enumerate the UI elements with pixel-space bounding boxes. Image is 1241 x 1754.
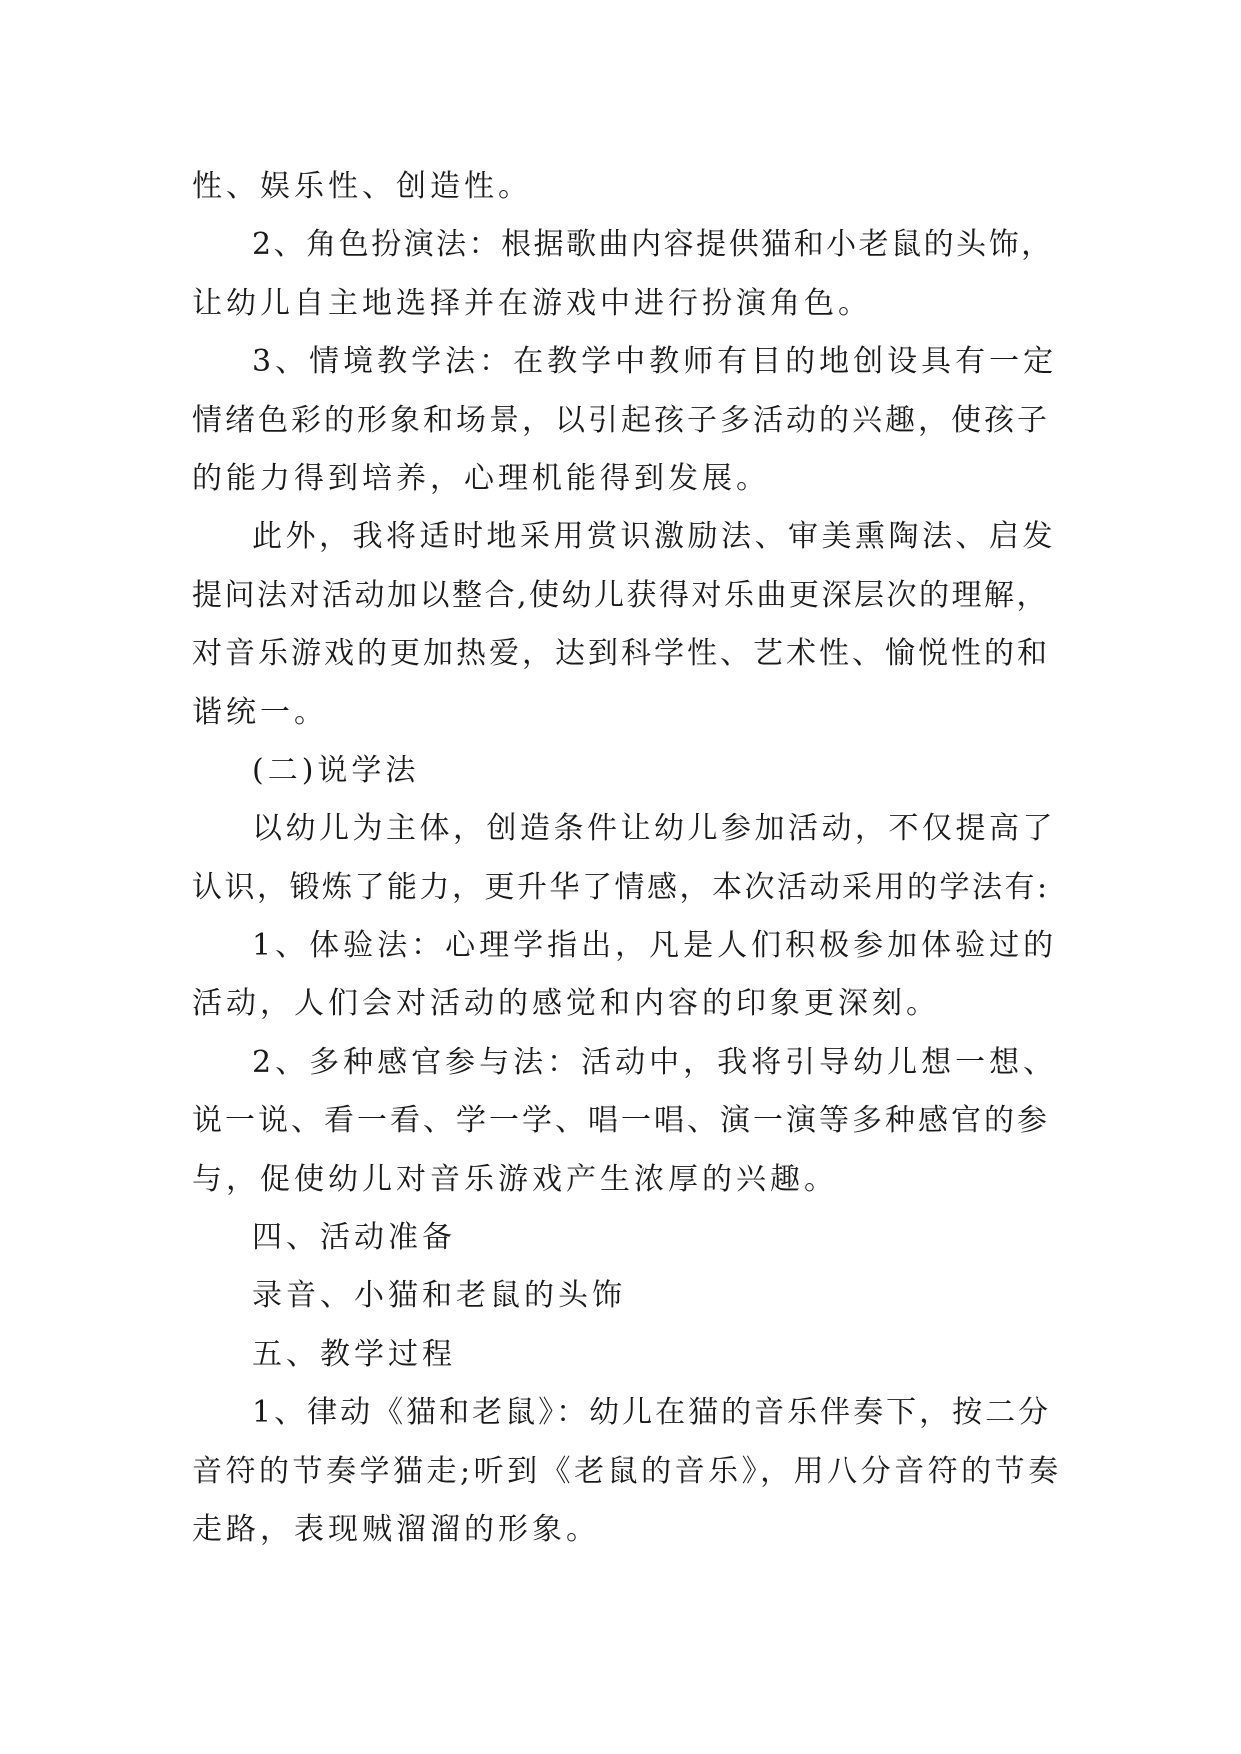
- text-line: 录音、小猫和老鼠的头饰: [252, 1278, 626, 1314]
- text-line: 的能力得到培养，心理机能得到发展。: [192, 460, 770, 496]
- text-line: 走路，表现贼溜溜的形象。: [192, 1511, 600, 1547]
- section-heading: 四、活动准备: [252, 1220, 456, 1256]
- text-line: 3、情境教学法：在教学中教师有目的地创设具有一定: [252, 344, 1058, 380]
- text-line: 与，促使幼儿对音乐游戏产生浓厚的兴趣。: [192, 1161, 838, 1197]
- text-line: 以幼儿为主体，创造条件让幼儿参加活动，不仅提高了: [252, 811, 1056, 847]
- section-heading: 五、教学过程: [252, 1336, 456, 1372]
- text-line: 让幼儿自主地选择并在游戏中进行扮演角色。: [192, 285, 872, 321]
- text-line: 1、体验法：心理学指出，凡是人们积极参加体验过的: [252, 928, 1058, 964]
- text-line: 对音乐游戏的更加热爱，达到科学性、艺术性、愉悦性的和: [192, 636, 1050, 672]
- text-line: 2、多种感官参与法：活动中，我将引导幼儿想一想、: [252, 1044, 1058, 1080]
- text-line: 2、角色扮演法：根据歌曲内容提供猫和小老鼠的头饰，: [252, 227, 1054, 263]
- text-line: 性、娱乐性、创造性。: [192, 169, 532, 204]
- text-line: 谐统一。: [192, 694, 328, 730]
- text-line: 1、律动《猫和老鼠》：幼儿在猫的音乐伴奏下，按二分: [252, 1395, 1052, 1431]
- section-heading: (二)说学法: [252, 752, 420, 788]
- text-line: 情绪色彩的形象和场景，以引起孩子多活动的兴趣，使孩子: [192, 402, 1050, 438]
- text-line: 活动，人们会对活动的感觉和内容的印象更深刻。: [192, 986, 940, 1022]
- document-body: [192, 158, 1062, 1559]
- text-line: 认识，锻炼了能力，更升华了情感，本次活动采用的学法有:: [192, 869, 1050, 905]
- text-line: 此外，我将适时地采用赏识激励法、审美熏陶法、启发: [252, 519, 1056, 555]
- text-line: 音符的节奏学猫走;听到《老鼠的音乐》，用八分音符的节奏: [192, 1453, 1062, 1489]
- text-line: 说一说、看一看、学一学、唱一唱、演一演等多种感官的参: [192, 1103, 1050, 1139]
- text-line: 提问法对活动加以整合,使幼儿获得对乐曲更深层次的理解，: [192, 577, 1050, 613]
